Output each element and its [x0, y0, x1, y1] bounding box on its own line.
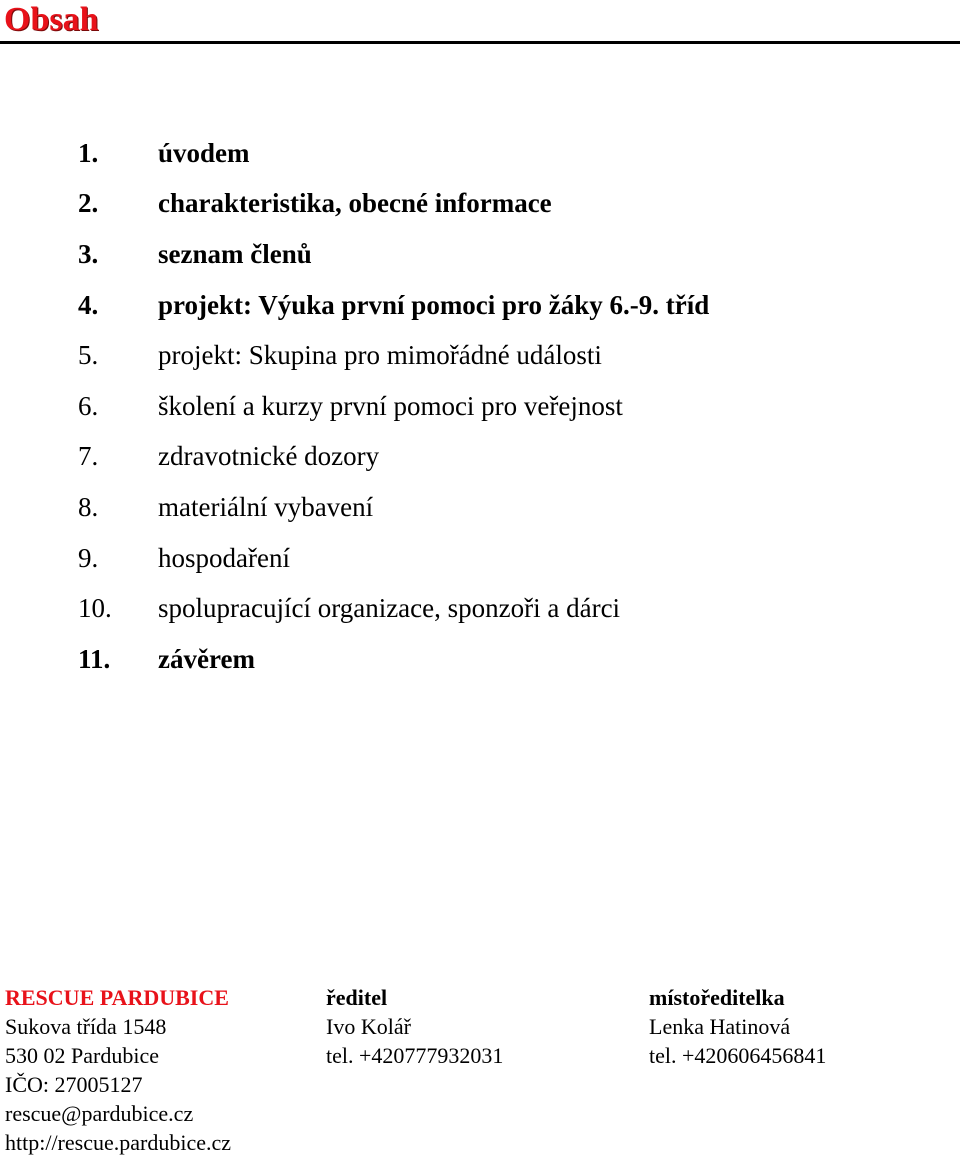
toc-item	[0, 229, 709, 280]
toc-item-label: závěrem	[158, 643, 255, 674]
toc-item-label: úvodem	[158, 137, 250, 168]
organization-ico: IČO: 27005127	[5, 1072, 143, 1097]
toc-item-label: projekt: Výuka první pomoci pro žáky 6.-9. tříd	[158, 289, 710, 320]
organization-contact	[5, 983, 231, 1157]
toc-item-label: školení a kurzy první pomoci pro veřejnost	[158, 390, 623, 421]
table-of-contents	[0, 128, 709, 685]
toc-item-number: 9.	[78, 542, 99, 573]
page-title: Obsah	[4, 1, 99, 38]
director-contact	[326, 983, 503, 1070]
toc-item-label: zdravotnické dozory	[158, 441, 380, 472]
organization-city: 530 02 Pardubice	[5, 1043, 159, 1068]
toc-item	[0, 634, 709, 685]
organization-web: http://rescue.pardubice.cz	[5, 1130, 232, 1155]
toc-item-number: 4.	[78, 289, 99, 320]
toc-item	[0, 533, 709, 584]
title-divider	[0, 41, 960, 44]
deputy-name: Lenka Hatinová	[649, 1014, 791, 1039]
toc-item	[0, 583, 709, 634]
toc-item	[0, 482, 709, 533]
toc-item	[0, 179, 709, 230]
toc-item	[0, 381, 709, 432]
organization-email: rescue@pardubice.cz	[5, 1101, 194, 1126]
toc-item-label: seznam členů	[158, 238, 312, 269]
director-name: Ivo Kolář	[326, 1014, 411, 1039]
toc-item-number: 2.	[78, 188, 99, 219]
toc-item	[0, 330, 709, 381]
toc-item-number: 7.	[78, 441, 99, 472]
deputy-phone: tel. +420606456841	[649, 1043, 827, 1068]
toc-item-label: projekt: Skupina pro mimořádné události	[158, 340, 602, 371]
toc-item-number: 3.	[78, 238, 99, 269]
toc-item-number: 1.	[78, 137, 99, 168]
toc-item-label: hospodaření	[158, 542, 290, 573]
deputy-contact	[649, 983, 826, 1070]
toc-item-number: 6.	[78, 390, 99, 421]
toc-item	[0, 432, 709, 483]
toc-item-label: spolupracující organizace, sponzoři a dárci	[158, 593, 621, 624]
director-role: ředitel	[326, 985, 388, 1010]
toc-item	[0, 128, 709, 179]
organization-name: RESCUE PARDUBICE	[5, 985, 229, 1010]
toc-item-label: charakteristika, obecné informace	[158, 188, 552, 219]
toc-item-number: 8.	[78, 491, 99, 522]
toc-item-number: 10.	[78, 593, 112, 624]
toc-item-number: 5.	[78, 340, 99, 371]
director-phone: tel. +420777932031	[326, 1043, 504, 1068]
organization-street: Sukova třída 1548	[5, 1014, 167, 1039]
toc-item-label: materiální vybavení	[158, 491, 374, 522]
toc-item	[0, 280, 709, 331]
toc-item-number: 11.	[78, 643, 111, 674]
deputy-role: místoředitelka	[649, 985, 785, 1010]
